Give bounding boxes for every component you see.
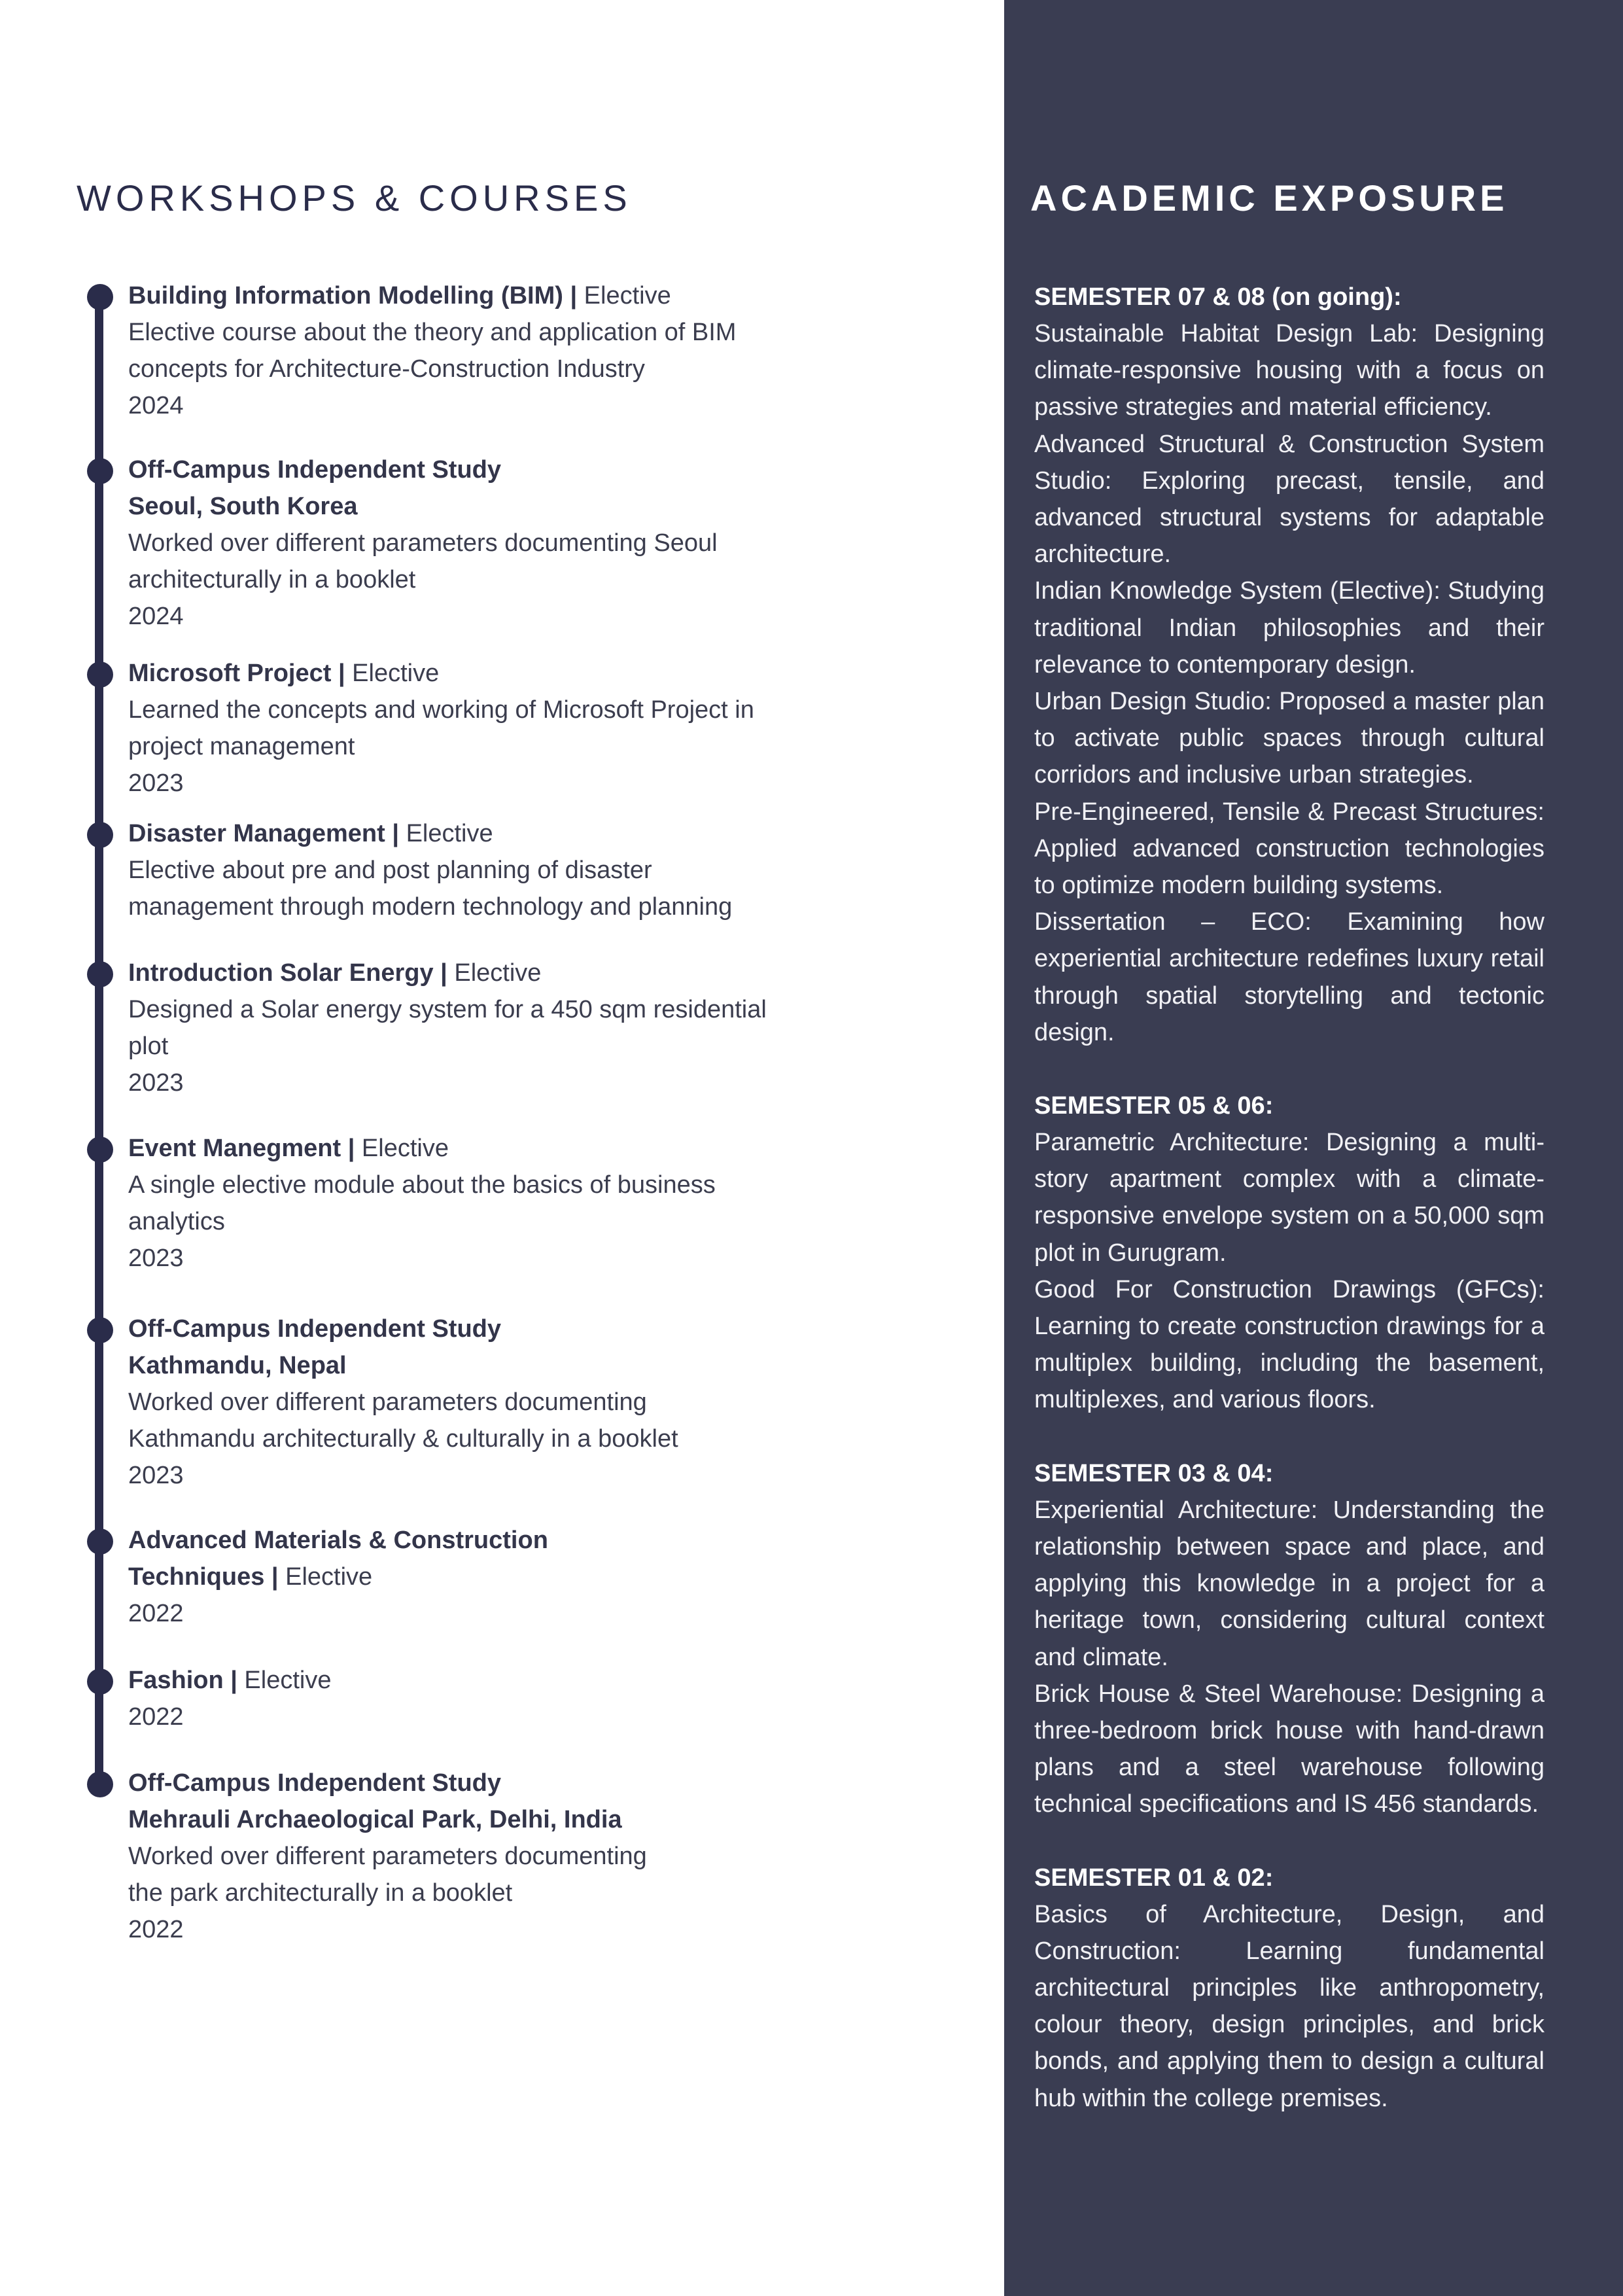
course-text: management through modern technology and planning — [128, 893, 733, 921]
separator: | — [433, 959, 447, 987]
course-text: Designed a Solar energy system for a 450 sqm residential — [128, 996, 767, 1023]
course-text: 2022 — [128, 1916, 184, 1943]
course-description: Brick House & Steel Warehouse: Designing a three-bedroom brick house with hand-drawn plans and a steel warehouse following technical specifications and IS 456 standards. — [1034, 1680, 1544, 1818]
timeline-dot — [87, 662, 113, 688]
timeline-dot — [87, 1669, 113, 1695]
course-entry-line — [128, 1203, 848, 1240]
course-entry-line — [128, 1838, 848, 1875]
course-title: Techniques — [128, 1563, 265, 1591]
academic-exposure-column — [1004, 0, 1623, 2296]
course-entry-line — [128, 1240, 848, 1277]
course-title: Kathmandu, Nepal — [128, 1352, 347, 1379]
separator: | — [230, 1667, 237, 1694]
separator: | — [563, 282, 578, 309]
course-title: Mehrauli Archaeological Park, Delhi, India — [128, 1806, 622, 1833]
course-entry — [128, 815, 848, 925]
course-entry — [128, 1522, 848, 1632]
course-text: Elective — [355, 1135, 449, 1162]
timeline-dot — [87, 822, 113, 848]
course-entry-line — [128, 1311, 848, 1347]
course-text: 2024 — [128, 392, 184, 419]
course-text: 2024 — [128, 603, 184, 630]
course-entry-line — [128, 1801, 848, 1838]
timeline-dot — [87, 1137, 113, 1163]
course-entry — [128, 955, 848, 1101]
course-title: Fashion — [128, 1667, 231, 1694]
course-entry — [128, 451, 848, 635]
course-entry-line — [128, 889, 848, 925]
course-text: 2023 — [128, 769, 184, 797]
course-text: Elective — [577, 282, 671, 309]
semester-heading: SEMESTER 05 & 06: — [1034, 1092, 1274, 1120]
semester-heading: SEMESTER 07 & 08 (on going): — [1034, 283, 1402, 311]
semester-block — [1034, 1455, 1544, 1823]
course-entry-line — [128, 561, 848, 598]
course-text: 2022 — [128, 1600, 184, 1627]
course-entry-line — [128, 815, 848, 852]
workshops-courses-heading: WORKSHOPS & COURSES — [77, 177, 632, 219]
course-title: Off-Campus Independent Study — [128, 1769, 501, 1797]
course-entry — [128, 655, 848, 802]
course-description: Indian Knowledge System (Elective): Studying traditional Indian philosophies and their relevance to contemporary design. — [1034, 577, 1544, 679]
course-entry-line — [128, 765, 848, 802]
course-text: 2023 — [128, 1069, 184, 1097]
course-title: Event Manegment — [128, 1135, 341, 1162]
course-entry-line — [128, 1167, 848, 1203]
course-text: Kathmandu architecturally & culturally in a booklet — [128, 1425, 678, 1453]
course-entry-line — [128, 955, 848, 991]
separator: | — [331, 660, 345, 687]
course-entry-line — [128, 1662, 848, 1699]
course-description: Sustainable Habitat Design Lab: Designing climate-responsive housing with a focus on passive strategies and material efficiency. — [1034, 320, 1544, 421]
course-entry-line — [128, 852, 848, 889]
timeline-dot — [87, 1771, 113, 1797]
course-description: Advanced Structural & Construction System Studio: Exploring precast, tensile, and advanced structural systems for adaptable architecture. — [1034, 430, 1544, 569]
course-description: Urban Design Studio: Proposed a master plan to activate public spaces through cultural corridors and inclusive urban strategies. — [1034, 688, 1544, 789]
course-entry-line — [128, 525, 848, 561]
separator: | — [385, 820, 400, 847]
course-text: architecturally in a booklet — [128, 566, 416, 593]
course-text: Learned the concepts and working of Microsoft Project in — [128, 696, 754, 724]
course-text: Worked over different parameters documenting — [128, 1843, 647, 1870]
course-entry-line — [128, 1130, 848, 1167]
course-description: Parametric Architecture: Designing a multi-story apartment complex with a climate-responsive envelope system on a 50,000 sqm plot in Gurugram. — [1034, 1129, 1544, 1267]
course-entry — [128, 1130, 848, 1277]
course-text: Elective — [399, 820, 493, 847]
course-title: Off-Campus Independent Study — [128, 456, 501, 484]
timeline-dot — [87, 458, 113, 484]
course-text: Elective — [345, 660, 440, 687]
course-text: Elective course about the theory and application of BIM — [128, 319, 737, 346]
course-entry-line — [128, 692, 848, 728]
semester-heading: SEMESTER 03 & 04: — [1034, 1459, 1274, 1487]
academic-exposure-heading: ACADEMIC EXPOSURE — [1030, 177, 1509, 219]
course-text: plot — [128, 1033, 169, 1060]
course-text: Worked over different parameters documenting Seoul — [128, 529, 718, 557]
course-text: A single elective module about the basics of business — [128, 1171, 716, 1199]
course-title: Microsoft Project — [128, 660, 332, 687]
semester-block — [1034, 1087, 1544, 1419]
course-title: Off-Campus Independent Study — [128, 1315, 501, 1343]
separator: | — [264, 1563, 279, 1591]
semester-heading: SEMESTER 01 & 02: — [1034, 1863, 1274, 1892]
course-entry-line — [128, 351, 848, 387]
timeline-dot — [87, 961, 113, 987]
timeline-line — [95, 294, 103, 1780]
course-text: 2023 — [128, 1245, 184, 1272]
course-text: the park architecturally in a booklet — [128, 1879, 513, 1907]
course-entry-line — [128, 1421, 848, 1457]
course-title: Seoul, South Korea — [128, 493, 358, 520]
course-text: project management — [128, 733, 355, 760]
course-entry — [128, 1662, 848, 1735]
course-entry-line — [128, 451, 848, 488]
timeline-dot — [87, 1528, 113, 1555]
course-entry-line — [128, 1875, 848, 1911]
timeline-dot — [87, 284, 113, 310]
course-entry-line — [128, 1911, 848, 1948]
course-title: Disaster Management — [128, 820, 385, 847]
course-entry-line — [128, 991, 848, 1028]
course-entry — [128, 1311, 848, 1494]
course-entry-line — [128, 1699, 848, 1735]
course-entry-line — [128, 314, 848, 351]
semester-block — [1034, 1860, 1544, 2117]
course-description: Dissertation – ECO: Examining how experiential architecture redefines luxury retail through spatial storytelling and tectonic design. — [1034, 908, 1544, 1046]
course-text: Elective — [237, 1667, 332, 1694]
course-text: 2023 — [128, 1462, 184, 1489]
course-entry-line — [128, 1595, 848, 1632]
course-entry-line — [128, 1028, 848, 1065]
course-description: Pre-Engineered, Tensile & Precast Structures: Applied advanced construction technologies to optimize modern building systems. — [1034, 798, 1544, 900]
course-entry-line — [128, 655, 848, 692]
separator: | — [341, 1135, 355, 1162]
course-entry-line — [128, 1559, 848, 1595]
course-text: Elective — [278, 1563, 373, 1591]
course-entry-line — [128, 1347, 848, 1384]
course-title: Advanced Materials & Construction — [128, 1527, 548, 1554]
course-text: concepts for Architecture-Construction Industry — [128, 355, 645, 383]
course-text: Worked over different parameters documenting — [128, 1388, 647, 1416]
academic-exposure-list — [1034, 279, 1544, 2153]
course-entry-line — [128, 277, 848, 314]
course-description: Good For Construction Drawings (GFCs): Learning to create construction drawings for a multiplex building, including the basement, multiplexes, and various floors. — [1034, 1275, 1544, 1414]
course-entry-line — [128, 1384, 848, 1421]
course-entry-line — [128, 728, 848, 765]
course-text: 2022 — [128, 1703, 184, 1731]
course-text: analytics — [128, 1208, 225, 1235]
course-entry-line — [128, 387, 848, 424]
course-entry-line — [128, 1522, 848, 1559]
course-title: Building Information Modelling (BIM) — [128, 282, 563, 309]
course-entry-line — [128, 598, 848, 635]
course-text: Elective — [447, 959, 542, 987]
timeline-dot — [87, 1317, 113, 1343]
course-entry-line — [128, 1765, 848, 1801]
course-description: Experiential Architecture: Understanding the relationship between space and place, and applying this knowledge in a project for a heritage town, considering cultural context and climate. — [1034, 1496, 1544, 1671]
semester-block — [1034, 279, 1544, 1051]
course-text: Elective about pre and post planning of disaster — [128, 857, 652, 884]
course-title: Introduction Solar Energy — [128, 959, 434, 987]
course-entry-line — [128, 488, 848, 525]
course-entry — [128, 1765, 848, 1948]
course-entry-line — [128, 1457, 848, 1494]
course-entry — [128, 277, 848, 424]
course-description: Basics of Architecture, Design, and Construction: Learning fundamental architectural principles like anthropometry, colour theory, design principles, and brick bonds, and applying them to design a cultural hub within the college premises. — [1034, 1900, 1544, 2112]
course-entry-line — [128, 1065, 848, 1101]
